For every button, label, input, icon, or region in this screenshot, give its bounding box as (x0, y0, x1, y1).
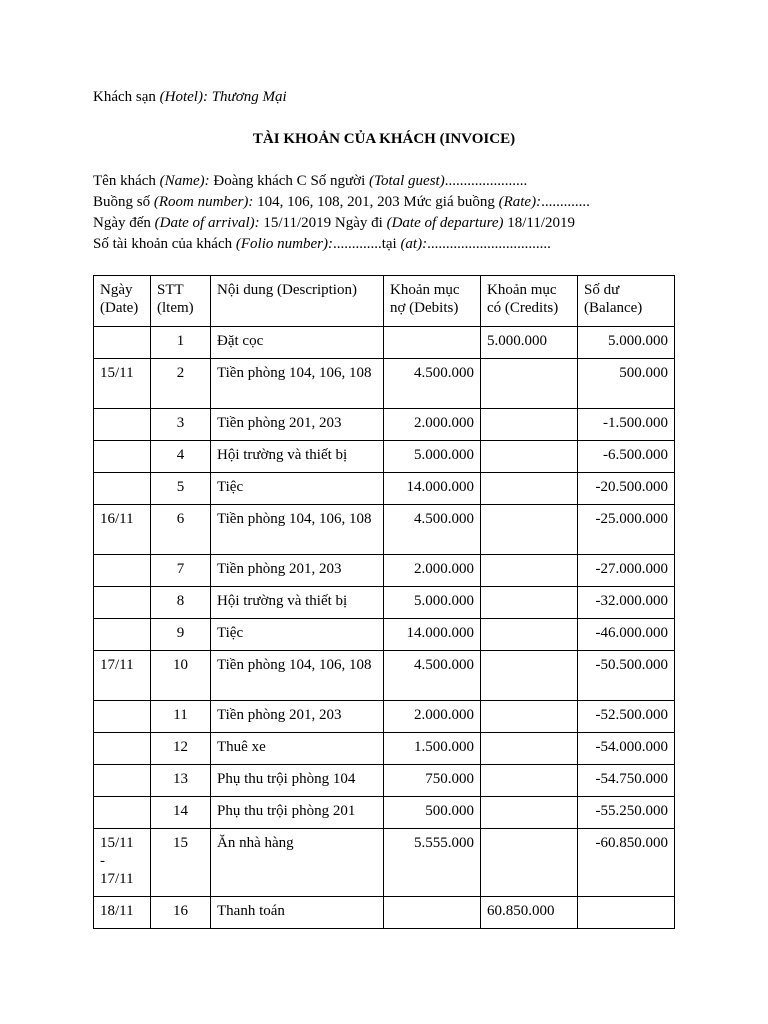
cell-balance: -27.000.000 (578, 555, 675, 587)
invoice-title: TÀI KHOẢN CỦA KHÁCH (INVOICE) (252, 131, 516, 147)
cell-credit (481, 797, 578, 829)
cell-description: Tiệc (211, 619, 384, 651)
cell-date (94, 733, 151, 765)
hotel-label-en: (Hotel): (159, 89, 208, 105)
guest-name-line (93, 172, 590, 193)
cell-credit (481, 765, 578, 797)
cell-debit: 4.500.000 (384, 505, 481, 555)
room-label-en: (Room number): (153, 194, 254, 210)
table-row (94, 441, 675, 473)
cell-credit (481, 733, 578, 765)
cell-credit (481, 619, 578, 651)
cell-item: 5 (151, 473, 211, 505)
folio-line (93, 235, 590, 256)
guest-count-label-en: (Total guest) (369, 173, 445, 189)
cell-description: Tiền phòng 104, 106, 108 (211, 651, 384, 701)
cell-item: 3 (151, 409, 211, 441)
header-item: STT (ltem) (151, 276, 211, 327)
cell-balance: -20.500.000 (578, 473, 675, 505)
room-value: 104, 106, 108, 201, 203 (257, 194, 400, 210)
cell-item: 2 (151, 359, 211, 409)
guest-count-value: ...................... (444, 173, 528, 189)
departure-label: Ngày đi (334, 215, 383, 231)
cell-description: Đặt cọc (211, 327, 384, 359)
cell-balance: -52.500.000 (578, 701, 675, 733)
table-row (94, 829, 675, 897)
departure-value: 18/11/2019 (507, 215, 576, 231)
room-line (93, 193, 590, 214)
room-label: Buồng số (93, 194, 151, 210)
header-balance: Số dư (Balance) (578, 276, 675, 327)
cell-date: 16/11 (94, 505, 151, 555)
cell-balance: -25.000.000 (578, 505, 675, 555)
invoice-table (93, 275, 675, 929)
table-row (94, 587, 675, 619)
cell-date (94, 587, 151, 619)
cell-date (94, 441, 151, 473)
cell-credit (481, 409, 578, 441)
table-row (94, 359, 675, 409)
table-header-row (94, 276, 675, 327)
cell-balance: -6.500.000 (578, 441, 675, 473)
cell-item: 4 (151, 441, 211, 473)
cell-date: 15/11 - 17/11 (94, 829, 151, 897)
cell-date: 15/11 (94, 359, 151, 409)
cell-credit (481, 505, 578, 555)
cell-balance: -50.500.000 (578, 651, 675, 701)
cell-description: Tiền phòng 201, 203 (211, 701, 384, 733)
cell-balance: 500.000 (578, 359, 675, 409)
cell-debit: 2.000.000 (384, 555, 481, 587)
cell-credit (481, 555, 578, 587)
cell-balance: 5.000.000 (578, 327, 675, 359)
table-row (94, 409, 675, 441)
cell-debit: 1.500.000 (384, 733, 481, 765)
rate-label-en: (Rate): (498, 194, 542, 210)
table-row (94, 505, 675, 555)
cell-item: 9 (151, 619, 211, 651)
cell-date (94, 409, 151, 441)
cell-debit: 2.000.000 (384, 409, 481, 441)
cell-item: 16 (151, 897, 211, 929)
cell-balance: -60.850.000 (578, 829, 675, 897)
cell-date (94, 327, 151, 359)
cell-debit: 5.000.000 (384, 441, 481, 473)
table-row (94, 733, 675, 765)
cell-debit: 750.000 (384, 765, 481, 797)
at-label: tại (381, 236, 397, 252)
table-row (94, 797, 675, 829)
rate-value: ............. (541, 194, 590, 210)
header-date: Ngày (Date) (94, 276, 151, 327)
table-row (94, 897, 675, 929)
cell-date (94, 765, 151, 797)
cell-debit (384, 327, 481, 359)
cell-credit (481, 359, 578, 409)
cell-balance: -54.750.000 (578, 765, 675, 797)
folio-label-en: (Folio number): (235, 236, 333, 252)
header-description: Nội dung (Description) (211, 276, 384, 327)
cell-debit: 500.000 (384, 797, 481, 829)
table-row (94, 651, 675, 701)
guest-name-value: Đoàng khách C (213, 173, 307, 189)
cell-date (94, 701, 151, 733)
cell-description: Ăn nhà hàng (211, 829, 384, 897)
cell-description: Tiền phòng 104, 106, 108 (211, 359, 384, 409)
table-row (94, 701, 675, 733)
hotel-name: Thương Mại (211, 89, 287, 105)
cell-description: Thanh toán (211, 897, 384, 929)
cell-debit: 4.500.000 (384, 651, 481, 701)
cell-date: 17/11 (94, 651, 151, 701)
departure-label-en: (Date of departure) (386, 215, 504, 231)
rate-label: Mức giá buồng (403, 194, 495, 210)
cell-credit: 60.850.000 (481, 897, 578, 929)
hotel-label: Khách sạn (93, 89, 156, 105)
dates-line (93, 214, 590, 235)
table-row (94, 619, 675, 651)
cell-credit (481, 587, 578, 619)
arrival-label-en: (Date of arrival): (154, 215, 260, 231)
cell-debit: 5.555.000 (384, 829, 481, 897)
cell-credit (481, 829, 578, 897)
cell-credit (481, 441, 578, 473)
arrival-label: Ngày đến (93, 215, 151, 231)
cell-item: 14 (151, 797, 211, 829)
header-credits: Khoản mục có (Credits) (481, 276, 578, 327)
cell-description: Tiệc (211, 473, 384, 505)
arrival-value: 15/11/2019 (263, 215, 332, 231)
cell-date (94, 797, 151, 829)
cell-item: 7 (151, 555, 211, 587)
cell-date: 18/11 (94, 897, 151, 929)
cell-debit (384, 897, 481, 929)
cell-balance (578, 897, 675, 929)
cell-item: 15 (151, 829, 211, 897)
cell-item: 1 (151, 327, 211, 359)
header-debits: Khoản mục nợ (Debits) (384, 276, 481, 327)
cell-item: 6 (151, 505, 211, 555)
cell-description: Tiền phòng 104, 106, 108 (211, 505, 384, 555)
cell-debit: 5.000.000 (384, 587, 481, 619)
cell-balance: -32.000.000 (578, 587, 675, 619)
cell-description: Hội trường và thiết bị (211, 587, 384, 619)
folio-label: Số tài khoản của khách (93, 236, 233, 252)
folio-value: ............. (332, 236, 382, 252)
cell-description: Thuê xe (211, 733, 384, 765)
cell-debit: 2.000.000 (384, 701, 481, 733)
table-row (94, 327, 675, 359)
cell-item: 11 (151, 701, 211, 733)
cell-debit: 4.500.000 (384, 359, 481, 409)
cell-credit (481, 701, 578, 733)
guest-name-label-en: (Name): (159, 173, 210, 189)
at-value: ................................. (427, 236, 551, 252)
guest-info (93, 172, 590, 256)
cell-credit (481, 651, 578, 701)
guest-name-label: Tên khách (93, 173, 156, 189)
guest-count-label: Số người (310, 173, 366, 189)
cell-date (94, 619, 151, 651)
cell-date (94, 473, 151, 505)
cell-balance: -54.000.000 (578, 733, 675, 765)
at-label-en: (at): (400, 236, 428, 252)
table-row (94, 473, 675, 505)
cell-description: Tiền phòng 201, 203 (211, 409, 384, 441)
cell-description: Phụ thu trội phòng 201 (211, 797, 384, 829)
cell-item: 8 (151, 587, 211, 619)
cell-item: 10 (151, 651, 211, 701)
cell-description: Tiền phòng 201, 203 (211, 555, 384, 587)
cell-credit: 5.000.000 (481, 327, 578, 359)
table-row (94, 555, 675, 587)
cell-date (94, 555, 151, 587)
cell-debit: 14.000.000 (384, 619, 481, 651)
cell-item: 13 (151, 765, 211, 797)
cell-balance: -46.000.000 (578, 619, 675, 651)
hotel-line (93, 88, 287, 106)
cell-description: Phụ thu trội phòng 104 (211, 765, 384, 797)
cell-balance: -55.250.000 (578, 797, 675, 829)
cell-balance: -1.500.000 (578, 409, 675, 441)
cell-debit: 14.000.000 (384, 473, 481, 505)
cell-credit (481, 473, 578, 505)
cell-description: Hội trường và thiết bị (211, 441, 384, 473)
cell-item: 12 (151, 733, 211, 765)
table-row (94, 765, 675, 797)
